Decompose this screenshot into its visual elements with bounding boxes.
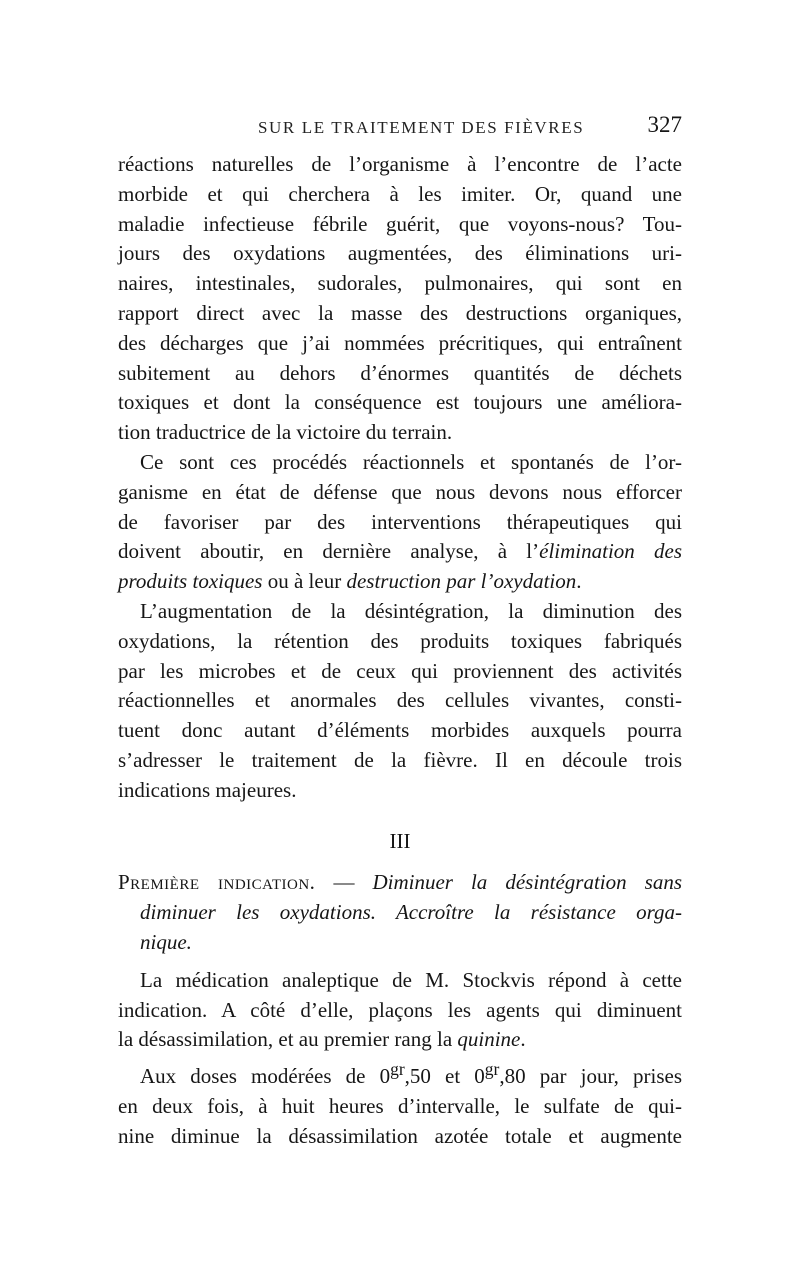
text-line: Ce sont ces procédés réactionnels et spontanés de l’or- (140, 449, 682, 474)
italic-run: quinine (457, 1027, 521, 1052)
paragraph-2 (118, 448, 682, 597)
paragraph-5 (118, 1055, 682, 1151)
text-run: . (520, 1027, 526, 1052)
text-line: subitement au dehors d’énormes quantités de déchets (118, 360, 682, 385)
indication-label: Première indication. (118, 870, 316, 895)
page-header (118, 112, 682, 144)
unit-superscript: gr (390, 1059, 405, 1080)
paragraph-1 (118, 150, 682, 448)
text-line: tuent donc autant d’éléments morbides auxquels pourra (118, 718, 682, 743)
text-line (118, 1055, 682, 1092)
text-line: tion traductrice de la victoire du terrain. (118, 420, 453, 445)
unit-superscript: gr (484, 1059, 500, 1080)
page-number: 327 (647, 112, 682, 137)
paragraph-3 (118, 597, 682, 806)
text-line: indications majeures. (118, 777, 297, 802)
text-line: de favoriser par des interventions thérapeutiques qui (118, 509, 682, 534)
text-line: La médication analeptique de M. Stockvis répond à cette (140, 967, 682, 992)
text-line: rapport direct avec la masse des destructions organiques, (118, 300, 682, 325)
text-run: doivent aboutir, en dernière analyse, à l’ (118, 539, 540, 564)
em-dash: — (315, 870, 373, 895)
italic-run: élimination des (539, 539, 683, 564)
text-line: réactionnelles et anormales des cellules vivantes, consti- (118, 688, 682, 713)
text-run: Aux doses modérées de 0 (140, 1064, 391, 1089)
text-line: oxydations, la rétention des produits toxiques fabriqués (118, 628, 682, 653)
text-line (118, 537, 682, 567)
text-line (118, 567, 682, 597)
indication-title: Diminuer la désintégration sans (372, 870, 683, 895)
text-line: L’augmentation de la désintégration, la diminution des (140, 598, 682, 623)
text-line: ganisme en état de défense que nous devons nous efforcer (118, 479, 682, 504)
text-line: morbide et qui cherchera à les imiter. Or, quand une (118, 181, 682, 206)
indication-heading (118, 868, 682, 957)
text-line: des décharges que j’ai nommées précritiques, qui entraînent (118, 330, 682, 355)
text-line (118, 868, 682, 898)
spacer (118, 958, 682, 966)
italic-run: produits toxiques (118, 569, 263, 594)
text-line: naires, intestinales, sudorales, pulmonaires, qui sont en (118, 271, 682, 296)
text-line (118, 898, 682, 928)
body-text (118, 150, 682, 1152)
text-line (118, 928, 682, 958)
text-line: toxiques et dont la conséquence est toujours une améliora- (118, 390, 682, 415)
text-run: ou à leur (262, 569, 347, 594)
indication-title: nique. (140, 929, 192, 954)
text-line (118, 1025, 682, 1055)
text-line: jours des oxydations augmentées, des éliminations uri- (118, 241, 682, 266)
text-line: maladie infectieuse fébrile guérit, que voyons-nous? Tou- (118, 211, 682, 236)
text-run: . (576, 569, 582, 594)
paragraph-4 (118, 966, 682, 1055)
section-number: III (389, 828, 411, 853)
text-line: réactions naturelles de l’organisme à l’encontre de l’acte (118, 152, 682, 176)
text-run: ,50 et 0 (404, 1064, 485, 1089)
text-line: s’adresser le traitement de la fièvre. Il en découle trois (118, 747, 682, 772)
text-line: nine diminue la désassimilation azotée totale et augmente (118, 1123, 682, 1148)
running-head: SUR LE TRAITEMENT DES FIÈVRES (258, 118, 585, 137)
indication-title: diminuer les oxydations. Accroître la résistance orga- (140, 900, 682, 925)
text-run: la désassimilation, et au premier rang la (118, 1027, 458, 1052)
text-line: par les microbes et de ceux qui proviennent des activités (118, 658, 682, 683)
text-line: en deux fois, à huit heures d’intervalle, le sulfate de qui- (118, 1093, 682, 1118)
text-line: indication. A côté d’elle, plaçons les agents qui diminuent (118, 997, 682, 1022)
text-run: ,80 par jour, prises (499, 1064, 683, 1089)
italic-run: destruction par l’oxydation (346, 569, 577, 594)
